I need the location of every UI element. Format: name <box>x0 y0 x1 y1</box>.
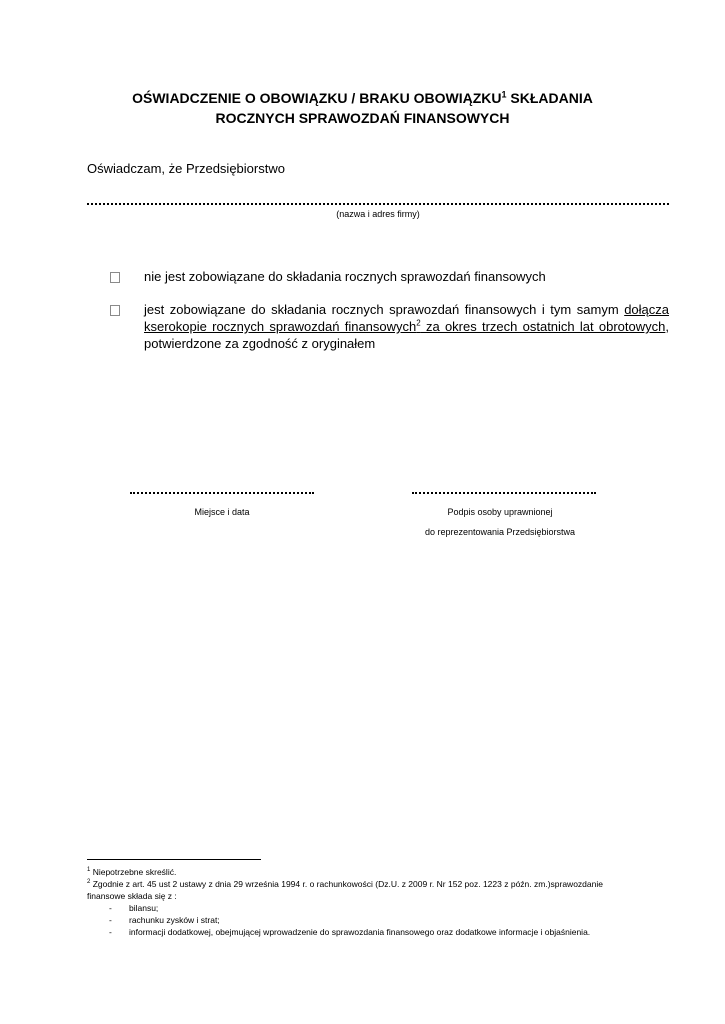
list-item <box>87 926 632 938</box>
document-title <box>60 88 665 128</box>
footnote-2-number: 2 <box>87 879 91 886</box>
footnotes <box>87 866 632 938</box>
checkbox-not-obliged[interactable] <box>110 272 120 283</box>
title-line-1 <box>60 88 665 108</box>
footnote-1-text: Niepotrzebne skreślić. <box>90 867 177 877</box>
checkbox-obliged[interactable] <box>110 305 120 316</box>
place-date-field[interactable] <box>130 484 314 494</box>
option-obliged-underlined: dołącza kserokopie rocznych sprawozdań finansowych <box>144 302 669 334</box>
firm-name-field[interactable] <box>87 193 669 205</box>
option-obliged-underlined-b: za okres trzech ostatnich lat obrotowych <box>420 319 666 334</box>
list-item <box>87 914 632 926</box>
option-obliged <box>144 301 669 352</box>
list-item <box>87 902 632 914</box>
option-obliged-text-c: , potwierdzone za zgodność z oryginałem <box>144 319 669 351</box>
footnote-separator <box>87 859 261 860</box>
footnote-2 <box>87 878 632 902</box>
footnote-1-number: 1 <box>87 867 91 874</box>
list-item-text: informacji dodatkowej, obejmującej wprowadzenie do sprawozdania finansowego oraz dodatkowe informacje i objaśnienia. <box>129 927 591 937</box>
option-obliged-text-a: jest zobowiązane do składania rocznych sprawozdań finansowych i tym samym <box>144 302 625 317</box>
list-item-text: rachunku zysków i strat; <box>129 915 220 925</box>
list-dash: - <box>109 903 112 913</box>
list-item-text: bilansu; <box>129 903 159 913</box>
place-date-label: Miejsce i data <box>194 507 250 517</box>
signature-label-2: do reprezentowania Przedsiębiorstwa <box>424 527 576 537</box>
option-footnote-ref: 2 <box>416 318 421 328</box>
firm-name-label: (nazwa i adres firmy) <box>336 209 420 219</box>
option-not-obliged: nie jest zobowiązane do składania rocznych sprawozdań finansowych <box>144 269 546 284</box>
list-dash: - <box>109 915 112 925</box>
signature-label-1: Podpis osoby uprawnionej <box>447 507 553 517</box>
footnote-2-text: Zgodnie z art. 45 ust 2 ustawy z dnia 29 września 1994 r. o rachunkowości (Dz.U. z 2009 r. Nr 152 poz. 1223 z późn. zm.)sprawozdanie finansowe składa się z : <box>87 879 603 901</box>
footnote-1 <box>87 866 632 878</box>
title-footnote-ref: 1 <box>501 89 507 100</box>
list-dash: - <box>109 927 112 937</box>
title-line-2: ROCZNYCH SPRAWOZDAŃ FINANSOWYCH <box>215 110 510 126</box>
signature-field[interactable] <box>412 484 596 494</box>
intro-text: Oświadczam, że Przedsiębiorstwo <box>87 161 285 176</box>
title-text-a: OŚWIADCZENIE O OBOWIĄZKU / BRAKU OBOWIĄZKU <box>132 90 502 106</box>
title-text-b: SKŁADANIA <box>506 90 593 106</box>
